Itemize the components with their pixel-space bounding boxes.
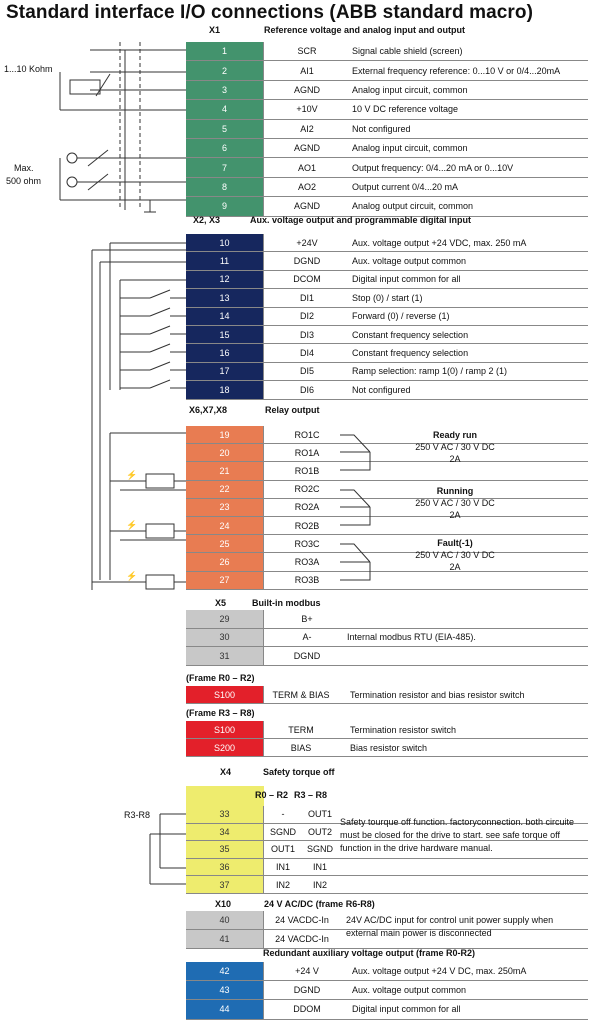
frame-r0-r2-row (186, 686, 588, 704)
relay-2-current: 2A (449, 510, 461, 520)
section-x2-code: X2, X3 (193, 215, 221, 225)
x2-num: 12 (186, 271, 264, 288)
frame-r3-r8-row (186, 721, 588, 739)
section-x4-label: Safety torque off (263, 767, 335, 777)
modbus-num: 29 (186, 610, 264, 628)
svg-text:⚡: ⚡ (126, 470, 138, 480)
x1-name: AO2 (297, 181, 316, 192)
sto-header-r0r2: R0 – R2 (255, 790, 289, 800)
relay-name: RO1A (294, 447, 320, 458)
sto-row (186, 876, 588, 894)
x1-num: 2 (186, 61, 264, 79)
relay-name: RO2B (294, 520, 320, 531)
section-x4-code: X4 (220, 767, 232, 777)
relay-1-title: Ready run (432, 430, 477, 440)
section-x1-label: Reference voltage and analog input and output (264, 25, 466, 35)
x1-num: 1 (186, 42, 264, 60)
relay-name: RO2A (294, 502, 320, 513)
x1-row (186, 158, 588, 177)
sto-a: IN1 (275, 862, 290, 873)
frame-r3-r8-name: BIAS (290, 742, 312, 753)
x1-desc: Analog input circuit, common (352, 143, 468, 154)
x2-row (186, 326, 588, 344)
x1-desc: Output frequency: 0/4...20 mA or 0...10V (352, 162, 514, 173)
frame-r3-r8-row (186, 739, 588, 757)
relay-name: RO3B (294, 575, 320, 586)
x2-row (186, 381, 588, 399)
modbus-name: A- (302, 632, 312, 643)
sto-b: IN2 (312, 879, 327, 890)
x2-row (186, 234, 588, 252)
x1-row (186, 61, 588, 80)
section-x5-code: X5 (215, 598, 227, 608)
redundant-name: +24 V (295, 966, 319, 977)
x2-row (186, 252, 588, 270)
x2-name: DCOM (293, 274, 321, 285)
sto-num: 35 (186, 841, 264, 858)
redundant-num: 43 (186, 981, 264, 999)
switch-s100-desc: Termination resistor and bias resistor switch (350, 689, 525, 700)
x2-num: 15 (186, 326, 264, 343)
sto-desc: Safety tourque off function. factoryconnection. both circuite must be closed for the drive to start. see safe torque off function in the drive hardware manual. (340, 817, 574, 853)
x2-row (186, 344, 588, 362)
x1-row (186, 42, 588, 61)
x10-num: 40 (186, 911, 264, 929)
x2-name: DI2 (299, 311, 314, 322)
relay-num: 25 (186, 535, 264, 552)
x1-row (186, 178, 588, 197)
x1-num: 6 (186, 139, 264, 157)
x10-name: 24 VACDC-In (275, 915, 329, 925)
section-x10-label: 24 V AC/DC (frame R6-R8) (264, 899, 375, 909)
section-x10-code: X10 (215, 899, 232, 909)
frame-r3-r8-desc: Termination resistor switch (350, 724, 457, 735)
redundant-row (186, 962, 588, 981)
modbus-num: 31 (186, 647, 264, 665)
x1-row (186, 81, 588, 100)
x2-num: 17 (186, 363, 264, 380)
x1-name: AGND (293, 143, 320, 154)
sto-a: SGND (269, 826, 296, 837)
relay-2-rating: 250 V AC / 30 V DC (415, 498, 495, 508)
x2-row (186, 271, 588, 289)
modbus-name: B+ (301, 613, 313, 624)
section-x1-code: X1 (209, 25, 221, 35)
section-x6-label: Relay output (265, 405, 320, 415)
x1-name: AO1 (297, 162, 316, 173)
section-x5-label: Built-in modbus (252, 598, 321, 608)
frame-r0-r2-label: (Frame R0 – R2) (186, 673, 255, 683)
x1-row (186, 139, 588, 158)
sto-num: 36 (186, 859, 264, 876)
x2-row (186, 308, 588, 326)
relay-num: 22 (186, 481, 264, 498)
redundant-desc: Aux. voltage output +24 V DC, max. 250mA (352, 966, 527, 977)
modbus-desc: Internal modbus RTU (EIA-485). (347, 632, 476, 642)
redundant-num: 44 (186, 1000, 264, 1018)
frame-r3-r8-desc: Bias resistor switch (350, 742, 428, 753)
x2-desc: Aux. voltage output +24 VDC, max. 250 mA (352, 237, 527, 248)
sto-num: 34 (186, 824, 264, 841)
relay-3-title: Fault(-1) (437, 538, 473, 548)
sto-b: IN1 (312, 862, 327, 873)
x1-desc: Analog output circuit, common (352, 201, 474, 212)
x2-name: DI6 (299, 384, 314, 395)
x2-num: 18 (186, 381, 264, 398)
redundant-name: DDOM (293, 1004, 321, 1015)
relay-3-current: 2A (449, 562, 461, 572)
relay-2-title: Running (436, 486, 474, 496)
redundant-desc: Aux. voltage output common (352, 985, 467, 996)
redundant-name: DGND (293, 985, 321, 996)
x2-name: DI1 (299, 292, 314, 303)
sto-b: OUT1 (307, 809, 332, 820)
x10-desc: 24V AC/DC input for control unit power supply when external main power is disconnected (346, 915, 554, 938)
x2-name: +24V (296, 237, 318, 248)
switch-s100-num: S100 (186, 686, 264, 703)
sto-a: OUT1 (270, 844, 295, 855)
redundant-row (186, 1000, 588, 1019)
section-redundant-label: Redundant auxiliary voltage output (frame R0-R2) (263, 948, 476, 958)
x1-name: AI2 (300, 123, 314, 134)
x2-desc: Digital input common for all (352, 274, 461, 285)
svg-text:⚡: ⚡ (126, 571, 138, 581)
x1-desc: Signal cable shield (screen) (352, 46, 463, 57)
x2-name: DI4 (299, 348, 314, 359)
sto-row (186, 859, 588, 877)
sto-a: - (281, 809, 285, 820)
x2-desc: Constant frequency selection (352, 348, 469, 359)
x2-desc: Stop (0) / start (1) (352, 292, 423, 303)
x2-row (186, 363, 588, 381)
x1-num: 8 (186, 178, 264, 196)
x1-desc: 10 V DC reference voltage (352, 104, 459, 115)
x2-num: 11 (186, 252, 264, 269)
relay-1-rating: 250 V AC / 30 V DC (415, 442, 495, 452)
sto-num: 33 (186, 806, 264, 823)
x1-desc: Analog input circuit, common (352, 84, 468, 95)
x1-name: +10V (296, 104, 318, 115)
x2-desc: Not configured (352, 384, 411, 395)
sto-header-r3r8: R3 – R8 (294, 790, 328, 800)
section-x2-label: Aux. voltage output and programmable digital input (250, 215, 472, 225)
x1-name: AI1 (300, 65, 314, 76)
redundant-desc: Digital input common for all (352, 1004, 461, 1015)
pot-label: 1...10 Kohm (4, 64, 53, 74)
modbus-row (186, 647, 588, 666)
frame-r3-r8-name: TERM (288, 724, 314, 735)
modbus-name: DGND (293, 650, 321, 661)
relay-contacts-diagram (340, 424, 410, 590)
x2-row (186, 289, 588, 307)
modbus-num: 30 (186, 629, 264, 647)
x2-desc: Aux. voltage output common (352, 256, 467, 267)
x1-desc: Output current 0/4...20 mA (352, 181, 459, 192)
x2-num: 16 (186, 344, 264, 361)
x1-row (186, 100, 588, 119)
sto-b: SGND (306, 844, 333, 855)
x2-name: DI5 (299, 366, 314, 377)
x1-row (186, 120, 588, 139)
sto-header-bg (186, 786, 264, 806)
relay-num: 26 (186, 553, 264, 570)
x1-num: 3 (186, 81, 264, 99)
x1-row (186, 197, 588, 216)
modbus-row (186, 610, 588, 629)
relay-1-current: 2A (449, 454, 461, 464)
frame-r3-r8-label: (Frame R3 – R8) (186, 708, 255, 718)
redundant-num: 42 (186, 962, 264, 980)
relay-num: 23 (186, 499, 264, 516)
relay-num: 27 (186, 572, 264, 589)
relay-name: RO3C (294, 538, 320, 549)
x1-num: 7 (186, 158, 264, 176)
relay-3-rating: 250 V AC / 30 V DC (415, 550, 495, 560)
relay-name: RO3A (294, 556, 320, 567)
sto-num: 37 (186, 876, 264, 893)
page-title: Standard interface I/O connections (ABB standard macro) (6, 2, 534, 23)
x1-name: AGND (293, 84, 320, 95)
x1-name: AGND (293, 201, 320, 212)
x1-num: 4 (186, 100, 264, 118)
relay-num: 20 (186, 444, 264, 461)
x10-num: 41 (186, 930, 264, 948)
x2-name: DGND (293, 256, 321, 267)
relay-num: 24 (186, 517, 264, 534)
x2-name: DI3 (299, 329, 314, 340)
relay-name: RO1B (294, 465, 320, 476)
ohm-label: 500 ohm (6, 176, 42, 186)
x1-desc: External frequency reference: 0...10 V or 0/4...20mA (352, 65, 561, 76)
max-label: Max. (14, 163, 34, 173)
frame-r3-r8-num: S100 (186, 721, 264, 738)
relay-num: 19 (186, 426, 264, 443)
x2-num: 13 (186, 289, 264, 306)
wiring-diagram (0, 0, 190, 1024)
x1-num: 9 (186, 197, 264, 215)
sto-b: OUT2 (307, 826, 332, 837)
relay-name: RO2C (294, 484, 320, 495)
x1-num: 5 (186, 120, 264, 138)
relay-num: 21 (186, 462, 264, 479)
sto-a: IN2 (275, 879, 290, 890)
x2-num: 14 (186, 308, 264, 325)
frame-r3-r8-num: S200 (186, 739, 264, 756)
svg-text:⚡: ⚡ (126, 520, 138, 530)
x2-num: 10 (186, 234, 264, 251)
redundant-row (186, 981, 588, 1000)
x10-name: 24 VACDC-In (275, 934, 329, 944)
x1-desc: Not configured (352, 123, 411, 134)
x2-desc: Ramp selection: ramp 1(0) / ramp 2 (1) (352, 366, 508, 377)
x1-name: SCR (297, 46, 317, 57)
x2-desc: Constant frequency selection (352, 329, 469, 340)
x2-desc: Forward (0) / reverse (1) (352, 311, 450, 322)
r3r8-label: R3-R8 (124, 810, 151, 820)
relay-name: RO1C (294, 429, 320, 440)
section-x6-code: X6,X7,X8 (189, 405, 228, 415)
switch-s100-name: TERM & BIAS (272, 689, 330, 700)
